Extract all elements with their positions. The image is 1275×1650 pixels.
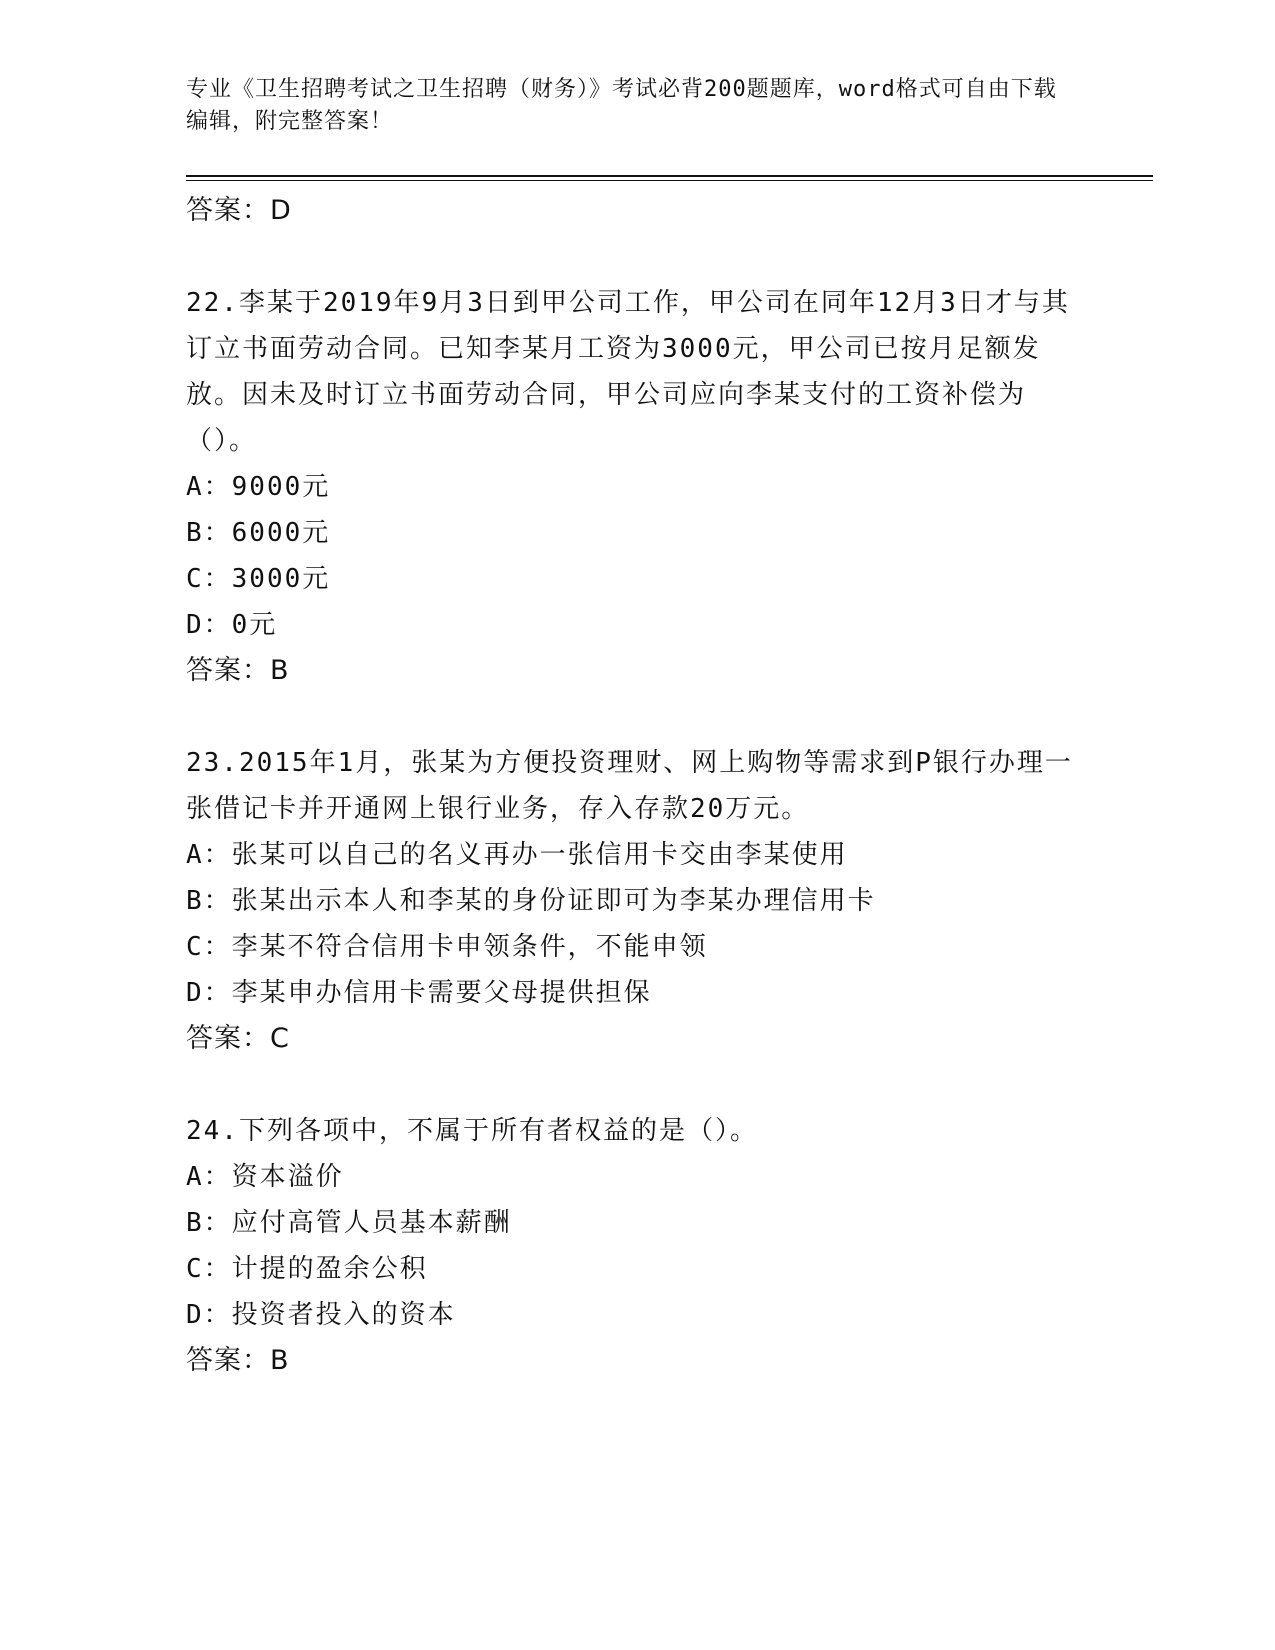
option-b: B：应付高管人员基本薪酬	[186, 1208, 512, 1238]
answer: 答案：B	[186, 1345, 290, 1376]
question-text: 22.李某于2019年9月3日到甲公司工作，甲公司在同年12月3日才与其订立书面劳动合同。已知李某月工资为3000元，甲公司已按月足额发放。因未及时订立书面劳动合同，甲公司应向李某支付的工资补偿为（）。	[186, 288, 1070, 456]
header-rule-thin	[186, 180, 1153, 181]
question-text: 23.2015年1月，张某为方便投资理财、网上购物等需求到P银行办理一张借记卡并开通网上银行业务，存入存款20万元。	[186, 748, 1073, 824]
question-text: 24.下列各项中，不属于所有者权益的是（）。	[186, 1116, 758, 1146]
option-c: C：计提的盈余公积	[186, 1254, 428, 1284]
spacer	[186, 694, 1086, 740]
previous-answer: 答案：D	[186, 195, 292, 226]
option-d: D：0元	[186, 610, 278, 640]
option-c: C：3000元	[186, 564, 331, 594]
option-a: A：张某可以自己的名义再办一张信用卡交由李某使用	[186, 840, 848, 870]
document-body	[186, 188, 1086, 1384]
answer: 答案：C	[186, 1023, 290, 1054]
option-b: B：6000元	[186, 518, 331, 548]
question-22	[186, 280, 1086, 694]
answer: 答案：B	[186, 655, 290, 686]
option-b: B：张某出示本人和李某的身份证即可为李某办理信用卡	[186, 886, 876, 916]
option-d: D：投资者投入的资本	[186, 1300, 456, 1330]
header-rule-thick	[186, 175, 1153, 177]
option-c: C：李某不符合信用卡申领条件，不能申领	[186, 932, 708, 962]
spacer	[186, 234, 1086, 280]
page-header: 专业《卫生招聘考试之卫生招聘（财务）》考试必背200题题库，word格式可自由下载编辑，附完整答案！	[186, 77, 1057, 134]
spacer	[186, 1062, 1086, 1108]
question-24	[186, 1108, 1086, 1384]
question-23	[186, 740, 1086, 1062]
option-a: A：9000元	[186, 472, 331, 502]
option-a: A：资本溢价	[186, 1162, 344, 1192]
option-d: D：李某申办信用卡需要父母提供担保	[186, 978, 652, 1008]
